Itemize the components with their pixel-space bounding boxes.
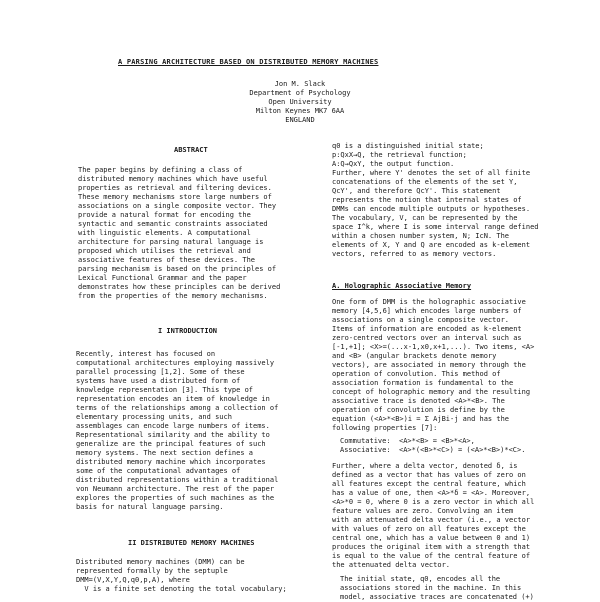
text-line: equation (<A>*<B>)i = Σ AjBi-j and has the bbox=[332, 415, 510, 423]
text-line: p:QxX→Q, the retrieval function; bbox=[332, 151, 467, 159]
text-line: represented formally by the septuple bbox=[76, 567, 228, 575]
text-line: with values of zero on all features except the bbox=[332, 525, 526, 533]
text-line: parallel processing [1,2]. Some of these bbox=[76, 368, 245, 376]
text-line: The initial state, q0, encodes all the bbox=[340, 575, 501, 583]
text-line: Representational similarity and the ability to bbox=[76, 431, 270, 439]
text-line: elementary processing units, and such bbox=[76, 413, 232, 421]
text-line: basis for natural language parsing. bbox=[76, 503, 224, 511]
author-block bbox=[210, 80, 390, 125]
text-line: [-1,+1]; <X>=(...x-1,x0,x+1,...). Two items, <A> bbox=[332, 343, 535, 351]
text-line: One form of DMM is the holographic associative bbox=[332, 298, 526, 306]
abstract-body bbox=[78, 166, 280, 301]
author-name: Jon M. Slack bbox=[274, 80, 326, 88]
text-line: Recently, interest has focused on bbox=[76, 350, 216, 358]
text-line: associations on a single composite vector. bbox=[332, 316, 510, 324]
text-line: represents the notion that internal states of bbox=[332, 196, 522, 204]
text-line: Distributed memory machines (DMM) can be bbox=[76, 558, 245, 566]
text-line: distributed representations within a traditional bbox=[76, 476, 279, 484]
text-line: concatenations of the elements of the set Y, bbox=[332, 178, 518, 186]
text-line: A:Q→QxY, the output function. bbox=[332, 160, 455, 168]
text-line: explores the properties of such machines as the bbox=[76, 494, 275, 502]
abstract-heading: ABSTRACT bbox=[174, 146, 208, 154]
text-line: syntactic and semantic constraints associated bbox=[78, 220, 268, 228]
text-line: architecture for parsing natural language is bbox=[78, 238, 264, 246]
section2-heading: II DISTRIBUTED MEMORY MACHINES bbox=[128, 539, 255, 547]
text-line: The vocabulary, V, can be represented by the bbox=[332, 214, 518, 222]
text-line: demonstrates how these principles can be derived bbox=[78, 283, 281, 291]
text-line: systems have used a distributed form of bbox=[76, 377, 241, 385]
text-line: Items of information are encoded as k-element bbox=[332, 325, 522, 333]
text-line: feature values are zero. Convolving an item bbox=[332, 507, 514, 515]
text-line: These memory mechanisms store large numbers of bbox=[78, 193, 272, 201]
section2-body bbox=[76, 558, 287, 594]
text-line: concept of holographic memory and the resulting bbox=[332, 388, 531, 396]
text-line: association formation is fundamental to the bbox=[332, 379, 514, 387]
section-a-body bbox=[332, 298, 534, 433]
text-line: representation encodes an item of knowledge in bbox=[76, 395, 270, 403]
text-line: associative trace is denoted <A>*<B>. The bbox=[332, 397, 505, 405]
text-line: distributed memory machine which incorporates bbox=[76, 458, 266, 466]
section-a-body-2 bbox=[332, 462, 534, 570]
text-line: following properties [7]: bbox=[332, 424, 438, 432]
text-line: parsing mechanism is based on the principles of bbox=[78, 265, 277, 273]
text-line: has a value of one, then <A>*δ = <A>. Moreover, bbox=[332, 489, 531, 497]
equation-line: Associative: <A>*(<B>*<C>) = (<A>*<B>)*<C>. bbox=[340, 446, 526, 454]
text-line: central one, which has a value between 0 and 1) bbox=[332, 534, 531, 542]
intro-heading: I INTRODUCTION bbox=[158, 327, 218, 335]
text-line: <A>*0 = 0, where 0 is a zero vector in which all bbox=[332, 498, 535, 506]
text-line: operation of convolution is define by the bbox=[332, 406, 505, 414]
text-line: vectors, referred to as memory vectors. bbox=[332, 250, 497, 258]
text-line: Further, where a delta vector, denoted δ, is bbox=[332, 462, 518, 470]
text-line: DMM=(V,X,Y,Q,q0,p,A), where bbox=[76, 576, 190, 584]
text-line: distributed memory machines which have useful bbox=[78, 175, 268, 183]
text-line: model, associative traces are concatenated (+) bbox=[340, 593, 534, 601]
section-a-body-3 bbox=[340, 575, 534, 602]
text-line: vectors), are associated in memory through the bbox=[332, 361, 526, 369]
text-line: within a chosen number system, N; IcN. The bbox=[332, 232, 510, 240]
text-line: proposed which utilises the retrieval and bbox=[78, 247, 251, 255]
text-line: V is a finite set denoting the total vocabulary; bbox=[76, 585, 287, 593]
convolution-properties bbox=[340, 437, 525, 455]
author-city: Milton Keynes MK7 6AA bbox=[255, 107, 345, 115]
author-country: ENGLAND bbox=[285, 116, 315, 124]
text-line: QcY', and therefore QcY'. This statement bbox=[332, 187, 501, 195]
text-line: generalize are the principal features of such bbox=[76, 440, 266, 448]
text-line: associations stored in the machine. In this bbox=[340, 584, 522, 592]
text-line: defined as a vector that has values of zero on bbox=[332, 471, 526, 479]
text-line: computational architectures employing massively bbox=[76, 359, 275, 367]
text-line: properties as retrieval and filtering devices. bbox=[78, 184, 272, 192]
paper-title: A PARSING ARCHITECTURE BASED ON DISTRIBUTED MEMORY MACHINES bbox=[118, 58, 379, 66]
author-department: Department of Psychology bbox=[249, 89, 351, 97]
equation-line: Commutative: <A>*<B> = <B>*<A>, bbox=[340, 437, 475, 445]
text-line: with linguistic elements. A computational bbox=[78, 229, 251, 237]
text-line: and <B> (angular brackets denote memory bbox=[332, 352, 497, 360]
definitions-body bbox=[332, 142, 539, 259]
author-university: Open University bbox=[268, 98, 332, 106]
text-line: produces the original item with a strength that bbox=[332, 543, 531, 551]
text-line: operation of convolution. This method of bbox=[332, 370, 501, 378]
text-line: the attenuated delta vector. bbox=[332, 561, 451, 569]
intro-body bbox=[76, 350, 278, 512]
text-line: Lexical Functional Grammar and the paper bbox=[78, 274, 247, 282]
text-line: assemblages can encode large numbers of items. bbox=[76, 422, 270, 430]
text-line: DMMs can encode multiple outputs or hypotheses. bbox=[332, 205, 531, 213]
text-line: knowledge representation [3]. This type of bbox=[76, 386, 254, 394]
text-line: The paper begins by defining a class of bbox=[78, 166, 243, 174]
text-line: some of the computational advantages of bbox=[76, 467, 241, 475]
text-line: with an attenuated delta vector (i.e., a vector bbox=[332, 516, 531, 524]
text-line: memory [4,5,6] which encodes large numbers of bbox=[332, 307, 522, 315]
text-line: all features except the central feature, which bbox=[332, 480, 526, 488]
text-line: associations on a single composite vector. They bbox=[78, 202, 277, 210]
text-line: terms of the relationships among a collection of bbox=[76, 404, 279, 412]
text-line: q0 is a distinguished initial state; bbox=[332, 142, 484, 150]
text-line: is equal to the value of the central feature of bbox=[332, 552, 531, 560]
text-line: zero-centred vectors over an interval such as bbox=[332, 334, 522, 342]
text-line: space I^k, where I is some interval range defined bbox=[332, 223, 539, 231]
text-line: associative features of these devices. The bbox=[78, 256, 256, 264]
section-a-heading: A. Holographic Associative Memory bbox=[332, 282, 472, 290]
text-line: Further, where Y' denotes the set of all finite bbox=[332, 169, 531, 177]
text-line: elements of X, Y and Q are encoded as k-element bbox=[332, 241, 531, 249]
text-line: provide a natural format for encoding the bbox=[78, 211, 251, 219]
text-line: from the properties of the memory mechanisms. bbox=[78, 292, 268, 300]
text-line: memory systems. The next section defines a bbox=[76, 449, 254, 457]
text-line: von Neumann architecture. The rest of the paper bbox=[76, 485, 275, 493]
